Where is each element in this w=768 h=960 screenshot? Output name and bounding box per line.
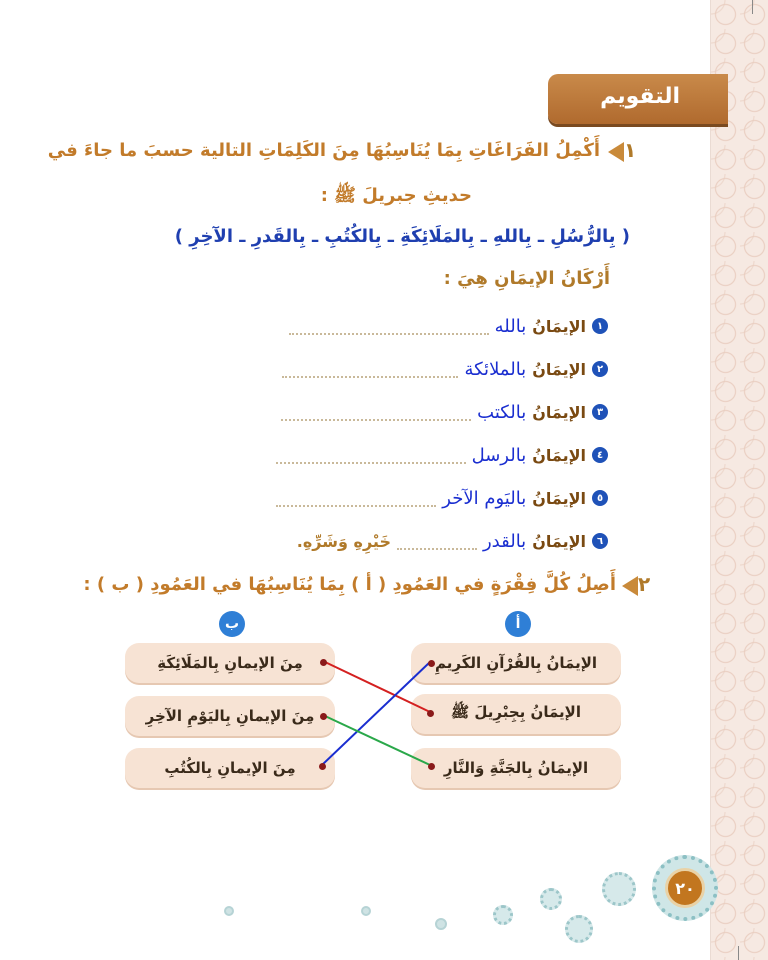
- column-b-badge: ب: [219, 611, 245, 637]
- row-suffix: خَيْرِهِ وَشَرِّهِ.: [296, 531, 391, 551]
- row-answer[interactable]: بالرسل: [471, 444, 527, 466]
- question2-instruction: أَصِلُ كُلَّ فِقْرَةٍ في العَمُودِ ( أ ) بِمَا يُنَاسِبُهَا في العَمُودِ ( ب ) :: [83, 574, 616, 595]
- column-a-item[interactable]: الإيمَانُ بِجِبْرِيلَ ﷺ: [411, 694, 621, 734]
- section-title: التقويم: [600, 84, 680, 109]
- decorative-flower: [224, 906, 234, 916]
- question-number: ١: [624, 138, 637, 162]
- column-b-item[interactable]: مِنَ الإيمانِ بِالمَلَائِكَةِ: [125, 643, 335, 683]
- row-prefix: الإيمَانُ: [532, 488, 586, 508]
- question1-instruction: أَكْمِلُ الفَرَاغَاتِ بِمَا يُنَاسِبُهَا مِنَ الكَلِمَاتِ التالية حسبَ ما جاءَ في: [47, 140, 600, 161]
- decorative-flower: [493, 905, 513, 925]
- column-b-item[interactable]: مِنَ الإيمانِ بِاليَوْمِ الآخِرِ: [125, 696, 335, 736]
- row-answer[interactable]: بالملائكة: [464, 358, 527, 380]
- decorative-flower: [602, 872, 636, 906]
- column-a-badge: أ: [505, 611, 531, 637]
- row-prefix: الإيمَانُ: [532, 359, 586, 379]
- row-prefix: الإيمَانُ: [532, 445, 586, 465]
- row-answer[interactable]: بالله: [494, 315, 527, 337]
- decorative-flower: [565, 915, 593, 943]
- question-number: ٢: [638, 572, 651, 596]
- row-prefix: الإيمَانُ: [532, 531, 586, 551]
- column-b-item[interactable]: مِنَ الإيمانِ بِالكُتُبِ: [125, 748, 335, 788]
- page-number: ٢٠: [665, 868, 705, 908]
- match-dot: [427, 710, 434, 717]
- row-answer[interactable]: بالكتب: [477, 401, 527, 423]
- row-prefix: الإيمَانُ: [532, 316, 586, 336]
- matching-line-blue: [322, 662, 430, 765]
- column-a-item[interactable]: الإيمَانُ بِالجَنَّةِ وَالنَّارِ: [411, 748, 621, 788]
- row-answer[interactable]: بالقدر: [482, 530, 527, 552]
- page-number-badge: [652, 855, 718, 921]
- word-bank: ( بِالرُّسُلِ ـ بِاللهِ ـ بِالمَلَائِكَةِ ـ بِالكُتُبِ ـ بِالقَدرِ ـ الآخِرِ ): [174, 226, 630, 247]
- decorative-flower: [361, 906, 371, 916]
- row-number-badge: ٥: [592, 490, 608, 506]
- decorative-flower: [435, 918, 447, 930]
- row-number-badge: ٣: [592, 404, 608, 420]
- match-dot: [428, 763, 435, 770]
- match-dot: [319, 763, 326, 770]
- match-dot: [428, 660, 435, 667]
- row-number-badge: ١: [592, 318, 608, 334]
- row-number-badge: ٦: [592, 533, 608, 549]
- question1-instruction-cont: حديثِ جبريلَ ﷺ :: [320, 185, 472, 206]
- matching-line-red: [325, 662, 430, 712]
- pillars-title: أَرْكَانُ الإيمَانِ هِيَ :: [443, 268, 610, 289]
- matching-line-green: [325, 716, 430, 765]
- match-dot: [320, 713, 327, 720]
- match-dot: [320, 659, 327, 666]
- row-number-badge: ٤: [592, 447, 608, 463]
- row-number-badge: ٢: [592, 361, 608, 377]
- decorative-flower: [540, 888, 562, 910]
- row-prefix: الإيمَانُ: [532, 402, 586, 422]
- row-answer[interactable]: باليَوم الآخر: [442, 487, 527, 509]
- column-a-item[interactable]: الإيمَانُ بِالقُرْآنِ الكَرِيمِ: [411, 643, 621, 683]
